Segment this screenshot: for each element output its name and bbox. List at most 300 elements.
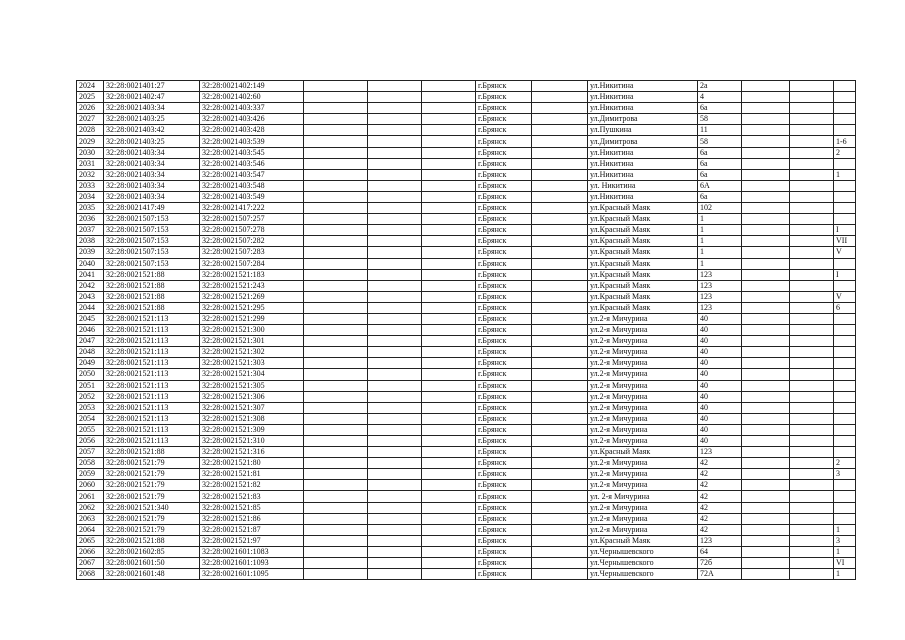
city-cell: г.Брянск <box>476 524 532 535</box>
city-cell: г.Брянск <box>476 402 532 413</box>
empty-cell <box>368 513 422 524</box>
empty-cell <box>742 225 790 236</box>
land-cadastral-number-cell: 32:28:0021601:50 <box>104 558 200 569</box>
empty-cell <box>532 247 588 258</box>
street-cell: ул.2-я Мичурина <box>588 524 698 535</box>
street-cell: ул.Красный Маяк <box>588 447 698 458</box>
house-number-cell: 6а <box>698 191 742 202</box>
street-cell: ул.Красный Маяк <box>588 280 698 291</box>
empty-cell <box>368 558 422 569</box>
empty-cell <box>368 447 422 458</box>
empty-cell <box>742 413 790 424</box>
house-number-cell: 6а <box>698 158 742 169</box>
premises-number-cell <box>834 436 856 447</box>
land-cadastral-number-cell: 32:28:0021521:79 <box>104 480 200 491</box>
empty-cell <box>532 114 588 125</box>
empty-cell <box>742 402 790 413</box>
premises-number-cell <box>834 413 856 424</box>
empty-cell <box>304 114 368 125</box>
empty-cell <box>422 247 476 258</box>
empty-cell <box>304 236 368 247</box>
row-number-cell: 2054 <box>77 413 104 424</box>
empty-cell <box>532 447 588 458</box>
city-cell: г.Брянск <box>476 380 532 391</box>
empty-cell <box>742 114 790 125</box>
row-number-cell: 2045 <box>77 313 104 324</box>
empty-cell <box>304 558 368 569</box>
empty-cell <box>532 291 588 302</box>
street-cell: ул.Никитина <box>588 147 698 158</box>
empty-cell <box>304 258 368 269</box>
table-row <box>77 136 856 147</box>
object-cadastral-number-cell: 32:28:0021507:283 <box>200 247 304 258</box>
city-cell: г.Брянск <box>476 413 532 424</box>
empty-cell <box>532 347 588 358</box>
house-number-cell: 72б <box>698 558 742 569</box>
empty-cell <box>304 291 368 302</box>
empty-cell <box>790 158 834 169</box>
street-cell: ул.2-я Мичурина <box>588 336 698 347</box>
empty-cell <box>304 447 368 458</box>
empty-cell <box>422 203 476 214</box>
object-cadastral-number-cell: 32:28:0021521:295 <box>200 302 304 313</box>
object-cadastral-number-cell: 32:28:0021403:426 <box>200 114 304 125</box>
land-cadastral-number-cell: 32:28:0021403:34 <box>104 180 200 191</box>
house-number-cell: 42 <box>698 469 742 480</box>
city-cell: г.Брянск <box>476 258 532 269</box>
table-row <box>77 369 856 380</box>
land-cadastral-number-cell: 32:28:0021402:47 <box>104 92 200 103</box>
street-cell: ул. Никитина <box>588 180 698 191</box>
table-row <box>77 169 856 180</box>
object-cadastral-number-cell: 32:28:0021402:60 <box>200 92 304 103</box>
premises-number-cell: VI <box>834 558 856 569</box>
premises-number-cell <box>834 214 856 225</box>
city-cell: г.Брянск <box>476 558 532 569</box>
empty-cell <box>304 336 368 347</box>
city-cell: г.Брянск <box>476 491 532 502</box>
premises-number-cell <box>834 325 856 336</box>
street-cell: ул.Красный Маяк <box>588 203 698 214</box>
empty-cell <box>422 313 476 324</box>
land-cadastral-number-cell: 32:28:0021521:113 <box>104 436 200 447</box>
empty-cell <box>742 391 790 402</box>
empty-cell <box>422 558 476 569</box>
empty-cell <box>368 469 422 480</box>
empty-cell <box>532 180 588 191</box>
empty-cell <box>532 169 588 180</box>
table-row <box>77 191 856 202</box>
empty-cell <box>422 236 476 247</box>
row-number-cell: 2038 <box>77 236 104 247</box>
house-number-cell: 40 <box>698 325 742 336</box>
empty-cell <box>790 502 834 513</box>
house-number-cell: 40 <box>698 336 742 347</box>
empty-cell <box>742 258 790 269</box>
city-cell: г.Брянск <box>476 458 532 469</box>
empty-cell <box>790 103 834 114</box>
house-number-cell: 6а <box>698 147 742 158</box>
empty-cell <box>790 380 834 391</box>
table-row <box>77 447 856 458</box>
table-row <box>77 469 856 480</box>
street-cell: ул.Красный Маяк <box>588 535 698 546</box>
empty-cell <box>422 480 476 491</box>
empty-cell <box>368 269 422 280</box>
house-number-cell: 40 <box>698 380 742 391</box>
empty-cell <box>304 203 368 214</box>
table-row <box>77 280 856 291</box>
empty-cell <box>742 203 790 214</box>
empty-cell <box>742 447 790 458</box>
object-cadastral-number-cell: 32:28:0021521:307 <box>200 402 304 413</box>
city-cell: г.Брянск <box>476 336 532 347</box>
premises-number-cell <box>834 114 856 125</box>
empty-cell <box>532 458 588 469</box>
row-number-cell: 2058 <box>77 458 104 469</box>
empty-cell <box>368 402 422 413</box>
empty-cell <box>790 269 834 280</box>
empty-cell <box>532 103 588 114</box>
empty-cell <box>368 180 422 191</box>
empty-cell <box>532 502 588 513</box>
row-number-cell: 2028 <box>77 125 104 136</box>
row-number-cell: 2025 <box>77 92 104 103</box>
object-cadastral-number-cell: 32:28:0021521:306 <box>200 391 304 402</box>
empty-cell <box>790 558 834 569</box>
city-cell: г.Брянск <box>476 225 532 236</box>
empty-cell <box>790 147 834 158</box>
empty-cell <box>368 125 422 136</box>
empty-cell <box>422 214 476 225</box>
empty-cell <box>304 358 368 369</box>
empty-cell <box>304 136 368 147</box>
object-cadastral-number-cell: 32:28:0021403:337 <box>200 103 304 114</box>
empty-cell <box>304 380 368 391</box>
premises-number-cell <box>834 103 856 114</box>
empty-cell <box>304 513 368 524</box>
street-cell: ул.2-я Мичурина <box>588 513 698 524</box>
house-number-cell: 40 <box>698 358 742 369</box>
empty-cell <box>422 81 476 92</box>
empty-cell <box>422 125 476 136</box>
object-cadastral-number-cell: 32:28:0021521:83 <box>200 491 304 502</box>
empty-cell <box>742 280 790 291</box>
empty-cell <box>368 158 422 169</box>
land-cadastral-number-cell: 32:28:0021403:25 <box>104 136 200 147</box>
table-row <box>77 114 856 125</box>
table-row <box>77 558 856 569</box>
house-number-cell: 40 <box>698 369 742 380</box>
table-row <box>77 513 856 524</box>
city-cell: г.Брянск <box>476 569 532 580</box>
house-number-cell: 2а <box>698 81 742 92</box>
row-number-cell: 2052 <box>77 391 104 402</box>
empty-cell <box>304 413 368 424</box>
street-cell: ул.Красный Маяк <box>588 291 698 302</box>
empty-cell <box>790 535 834 546</box>
street-cell: ул.2-я Мичурина <box>588 380 698 391</box>
house-number-cell: 40 <box>698 413 742 424</box>
empty-cell <box>742 369 790 380</box>
city-cell: г.Брянск <box>476 391 532 402</box>
house-number-cell: 1 <box>698 225 742 236</box>
row-number-cell: 2064 <box>77 524 104 535</box>
empty-cell <box>304 436 368 447</box>
table-row <box>77 524 856 535</box>
empty-cell <box>742 513 790 524</box>
street-cell: ул.2-я Мичурина <box>588 424 698 435</box>
empty-cell <box>532 92 588 103</box>
empty-cell <box>368 291 422 302</box>
empty-cell <box>422 180 476 191</box>
land-cadastral-number-cell: 32:28:0021521:113 <box>104 402 200 413</box>
object-cadastral-number-cell: 32:28:0021403:428 <box>200 125 304 136</box>
empty-cell <box>532 203 588 214</box>
empty-cell <box>742 81 790 92</box>
row-number-cell: 2057 <box>77 447 104 458</box>
row-number-cell: 2035 <box>77 203 104 214</box>
empty-cell <box>532 225 588 236</box>
street-cell: ул.2-я Мичурина <box>588 402 698 413</box>
empty-cell <box>790 546 834 557</box>
object-cadastral-number-cell: 32:28:0021403:549 <box>200 191 304 202</box>
table-row <box>77 569 856 580</box>
object-cadastral-number-cell: 32:28:0021521:305 <box>200 380 304 391</box>
city-cell: г.Брянск <box>476 280 532 291</box>
empty-cell <box>790 436 834 447</box>
empty-cell <box>790 125 834 136</box>
row-number-cell: 2065 <box>77 535 104 546</box>
empty-cell <box>304 269 368 280</box>
land-cadastral-number-cell: 32:28:0021521:79 <box>104 458 200 469</box>
table-row <box>77 214 856 225</box>
land-cadastral-number-cell: 32:28:0021401:27 <box>104 81 200 92</box>
row-number-cell: 2068 <box>77 569 104 580</box>
premises-number-cell: I <box>834 269 856 280</box>
empty-cell <box>790 458 834 469</box>
empty-cell <box>304 92 368 103</box>
street-cell: ул.Димитрова <box>588 136 698 147</box>
land-cadastral-number-cell: 32:28:0021521:88 <box>104 269 200 280</box>
empty-cell <box>368 380 422 391</box>
empty-cell <box>790 402 834 413</box>
row-number-cell: 2059 <box>77 469 104 480</box>
premises-number-cell <box>834 92 856 103</box>
empty-cell <box>532 535 588 546</box>
empty-cell <box>304 103 368 114</box>
empty-cell <box>422 291 476 302</box>
empty-cell <box>742 524 790 535</box>
land-cadastral-number-cell: 32:28:0021521:113 <box>104 391 200 402</box>
land-cadastral-number-cell: 32:28:0021521:88 <box>104 302 200 313</box>
empty-cell <box>368 524 422 535</box>
table-row <box>77 413 856 424</box>
object-cadastral-number-cell: 32:28:0021521:81 <box>200 469 304 480</box>
city-cell: г.Брянск <box>476 92 532 103</box>
row-number-cell: 2066 <box>77 546 104 557</box>
empty-cell <box>742 136 790 147</box>
empty-cell <box>368 480 422 491</box>
premises-number-cell <box>834 313 856 324</box>
empty-cell <box>790 302 834 313</box>
land-cadastral-number-cell: 32:28:0021521:79 <box>104 491 200 502</box>
empty-cell <box>368 347 422 358</box>
house-number-cell: 40 <box>698 402 742 413</box>
empty-cell <box>422 158 476 169</box>
empty-cell <box>742 491 790 502</box>
object-cadastral-number-cell: 32:28:0021507:257 <box>200 214 304 225</box>
city-cell: г.Брянск <box>476 103 532 114</box>
row-number-cell: 2060 <box>77 480 104 491</box>
street-cell: ул.Димитрова <box>588 114 698 125</box>
premises-number-cell: 3 <box>834 535 856 546</box>
object-cadastral-number-cell: 32:28:0021521:97 <box>200 535 304 546</box>
street-cell: ул.Красный Маяк <box>588 302 698 313</box>
city-cell: г.Брянск <box>476 347 532 358</box>
empty-cell <box>532 269 588 280</box>
premises-number-cell: 1 <box>834 169 856 180</box>
city-cell: г.Брянск <box>476 247 532 258</box>
premises-number-cell <box>834 336 856 347</box>
empty-cell <box>368 325 422 336</box>
empty-cell <box>368 203 422 214</box>
empty-cell <box>532 258 588 269</box>
house-number-cell: 1 <box>698 236 742 247</box>
street-cell: ул.Чернышевского <box>588 546 698 557</box>
row-number-cell: 2040 <box>77 258 104 269</box>
empty-cell <box>422 103 476 114</box>
empty-cell <box>422 524 476 535</box>
city-cell: г.Брянск <box>476 147 532 158</box>
object-cadastral-number-cell: 32:28:0021601:1083 <box>200 546 304 557</box>
premises-number-cell: 3 <box>834 469 856 480</box>
empty-cell <box>422 491 476 502</box>
empty-cell <box>422 502 476 513</box>
empty-cell <box>532 358 588 369</box>
street-cell: ул.2-я Мичурина <box>588 480 698 491</box>
premises-number-cell <box>834 402 856 413</box>
city-cell: г.Брянск <box>476 369 532 380</box>
row-number-cell: 2062 <box>77 502 104 513</box>
object-cadastral-number-cell: 32:28:0021403:539 <box>200 136 304 147</box>
empty-cell <box>532 214 588 225</box>
row-number-cell: 2053 <box>77 402 104 413</box>
empty-cell <box>790 336 834 347</box>
city-cell: г.Брянск <box>476 358 532 369</box>
empty-cell <box>304 81 368 92</box>
empty-cell <box>742 147 790 158</box>
table-row <box>77 491 856 502</box>
empty-cell <box>790 413 834 424</box>
empty-cell <box>368 502 422 513</box>
street-cell: ул.Никитина <box>588 158 698 169</box>
house-number-cell: 72А <box>698 569 742 580</box>
house-number-cell: 40 <box>698 347 742 358</box>
house-number-cell: 42 <box>698 502 742 513</box>
house-number-cell: 42 <box>698 480 742 491</box>
empty-cell <box>742 302 790 313</box>
row-number-cell: 2037 <box>77 225 104 236</box>
empty-cell <box>304 191 368 202</box>
empty-cell <box>790 369 834 380</box>
empty-cell <box>790 491 834 502</box>
land-cadastral-number-cell: 32:28:0021521:113 <box>104 369 200 380</box>
empty-cell <box>422 458 476 469</box>
table-row <box>77 380 856 391</box>
table-row <box>77 458 856 469</box>
house-number-cell: 123 <box>698 280 742 291</box>
empty-cell <box>422 535 476 546</box>
row-number-cell: 2067 <box>77 558 104 569</box>
table-row <box>77 402 856 413</box>
empty-cell <box>304 280 368 291</box>
object-cadastral-number-cell: 32:28:0021521:86 <box>200 513 304 524</box>
street-cell: ул.2-я Мичурина <box>588 436 698 447</box>
city-cell: г.Брянск <box>476 125 532 136</box>
empty-cell <box>422 436 476 447</box>
empty-cell <box>790 169 834 180</box>
premises-number-cell <box>834 369 856 380</box>
object-cadastral-number-cell: 32:28:0021521:309 <box>200 424 304 435</box>
empty-cell <box>368 136 422 147</box>
land-cadastral-number-cell: 32:28:0021521:113 <box>104 424 200 435</box>
table-row <box>77 535 856 546</box>
empty-cell <box>790 325 834 336</box>
empty-cell <box>790 424 834 435</box>
empty-cell <box>304 491 368 502</box>
premises-number-cell: I <box>834 225 856 236</box>
empty-cell <box>532 469 588 480</box>
street-cell: ул.Никитина <box>588 92 698 103</box>
empty-cell <box>790 136 834 147</box>
object-cadastral-number-cell: 32:28:0021521:82 <box>200 480 304 491</box>
city-cell: г.Брянск <box>476 513 532 524</box>
row-number-cell: 2029 <box>77 136 104 147</box>
empty-cell <box>368 369 422 380</box>
city-cell: г.Брянск <box>476 180 532 191</box>
house-number-cell: 123 <box>698 291 742 302</box>
house-number-cell: 40 <box>698 313 742 324</box>
premises-number-cell <box>834 424 856 435</box>
empty-cell <box>368 225 422 236</box>
object-cadastral-number-cell: 32:28:0021521:303 <box>200 358 304 369</box>
empty-cell <box>742 502 790 513</box>
empty-cell <box>422 413 476 424</box>
city-cell: г.Брянск <box>476 447 532 458</box>
object-cadastral-number-cell: 32:28:0021403:545 <box>200 147 304 158</box>
empty-cell <box>304 391 368 402</box>
house-number-cell: 42 <box>698 513 742 524</box>
street-cell: ул. 2-я Мичурина <box>588 491 698 502</box>
empty-cell <box>742 125 790 136</box>
premises-number-cell <box>834 81 856 92</box>
land-cadastral-number-cell: 32:28:0021403:34 <box>104 147 200 158</box>
row-number-cell: 2047 <box>77 336 104 347</box>
empty-cell <box>790 347 834 358</box>
object-cadastral-number-cell: 32:28:0021521:302 <box>200 347 304 358</box>
empty-cell <box>304 347 368 358</box>
street-cell: ул.2-я Мичурина <box>588 325 698 336</box>
premises-number-cell <box>834 347 856 358</box>
empty-cell <box>368 247 422 258</box>
empty-cell <box>422 380 476 391</box>
empty-cell <box>368 424 422 435</box>
empty-cell <box>532 380 588 391</box>
premises-number-cell <box>834 158 856 169</box>
empty-cell <box>532 513 588 524</box>
table-row <box>77 424 856 435</box>
